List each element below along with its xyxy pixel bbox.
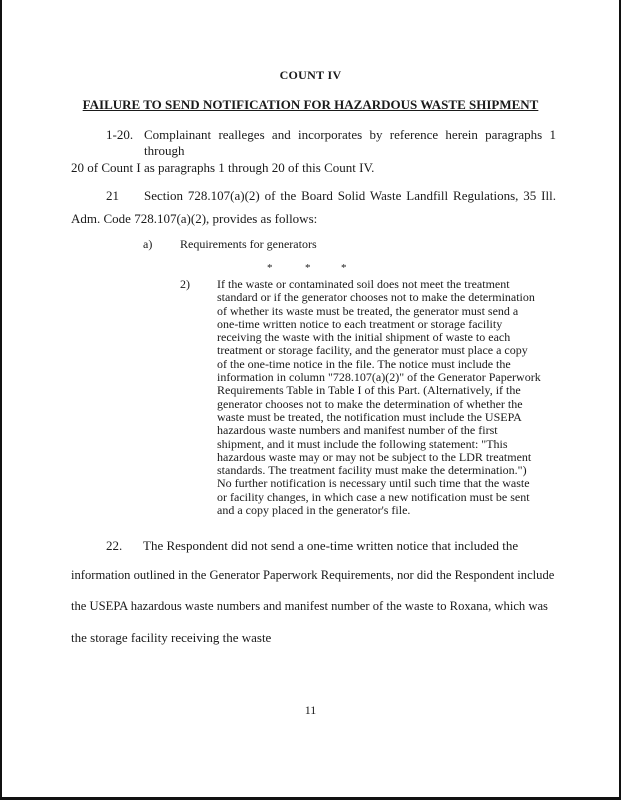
paragraph-22-line1: The Respondent did not send a one-time written notice that included the bbox=[143, 538, 519, 553]
paragraph-1-20-line2: 20 of Count I as paragraphs 1 through 20 of this Count IV. bbox=[71, 160, 375, 175]
quote-line: Requirements Table in Table I of this Part. (Alternatively, if the bbox=[217, 383, 521, 398]
subsection-a-text: Requirements for generators bbox=[180, 237, 317, 251]
quote-line: If the waste or contaminated soil does not meet the treatment bbox=[217, 277, 510, 291]
quote-line: or facility changes, in which case a new notification must be sent bbox=[217, 489, 530, 504]
paragraph-22-line4: the storage facility receiving the waste bbox=[71, 630, 272, 645]
quote-line: and a copy placed in the generator's file. bbox=[217, 503, 411, 518]
quote-line: of the one-time notice in the file. The notice must include the bbox=[217, 356, 511, 371]
ellipsis-star: * bbox=[305, 262, 311, 274]
quote-line: No further notification is necessary until such time that the waste bbox=[217, 476, 530, 491]
quote-line: of whether its waste must be treated, the generator must send a bbox=[217, 303, 519, 318]
paragraph-22-number: 22. bbox=[106, 538, 123, 553]
paragraph-1-20-number: 1-20. bbox=[106, 127, 134, 142]
quote-line: generator chooses not to make the determination of whether the bbox=[217, 396, 523, 411]
paragraph-22-line2: information outlined in the Generator Paperwork Requirements, nor did the Respondent include bbox=[71, 568, 555, 582]
ellipsis-star: * bbox=[341, 262, 347, 274]
paragraph-21-number: 21 bbox=[106, 188, 119, 203]
quote-line: standards. The treatment facility must make the determination.") bbox=[217, 463, 527, 478]
quote-line: standard or if the generator chooses not to make the determination bbox=[217, 290, 535, 305]
quote-line: waste must be treated, the notification must include the USEPA bbox=[217, 409, 522, 424]
quote-line: treatment or storage facility, and the generator must place a copy bbox=[217, 343, 528, 358]
quoted-item-label: 2) bbox=[180, 277, 190, 291]
subsection-a-label: a) bbox=[143, 237, 153, 251]
quote-line: hazardous waste numbers and manifest number of the first bbox=[217, 423, 498, 438]
quote-line: information in column "728.107(a)(2)" of the Generator Paperwork bbox=[217, 370, 541, 385]
quoted-regulation-text bbox=[217, 278, 547, 517]
quote-line: hazardous waste may or may not be subject to the LDR treatment bbox=[217, 449, 532, 464]
paragraph-21-line1: Section 728.107(a)(2) of the Board Solid Waste Landfill Regulations, 35 Ill. bbox=[144, 188, 556, 203]
count-title: COUNT IV bbox=[279, 68, 342, 82]
section-heading: FAILURE TO SEND NOTIFICATION FOR HAZARDOUS WASTE SHIPMENT bbox=[82, 97, 539, 112]
quote-line: shipment, and it must include the following statement: "This bbox=[217, 436, 508, 451]
paragraph-1-20-line1: Complainant realleges and incorporates by reference herein paragraphs 1 through bbox=[144, 127, 556, 158]
ellipsis-star: * bbox=[267, 262, 273, 274]
paragraph-22-line3: the USEPA hazardous waste numbers and manifest number of the waste to Roxana, which was bbox=[71, 599, 548, 613]
quote-line: one-time written notice to each treatment or storage facility bbox=[217, 316, 503, 331]
quote-line: receiving the waste with the initial shipment of waste to each bbox=[217, 330, 511, 345]
page-number: 11 bbox=[304, 703, 317, 717]
paragraph-21-line2: Adm. Code 728.107(a)(2), provides as follows: bbox=[71, 211, 318, 226]
